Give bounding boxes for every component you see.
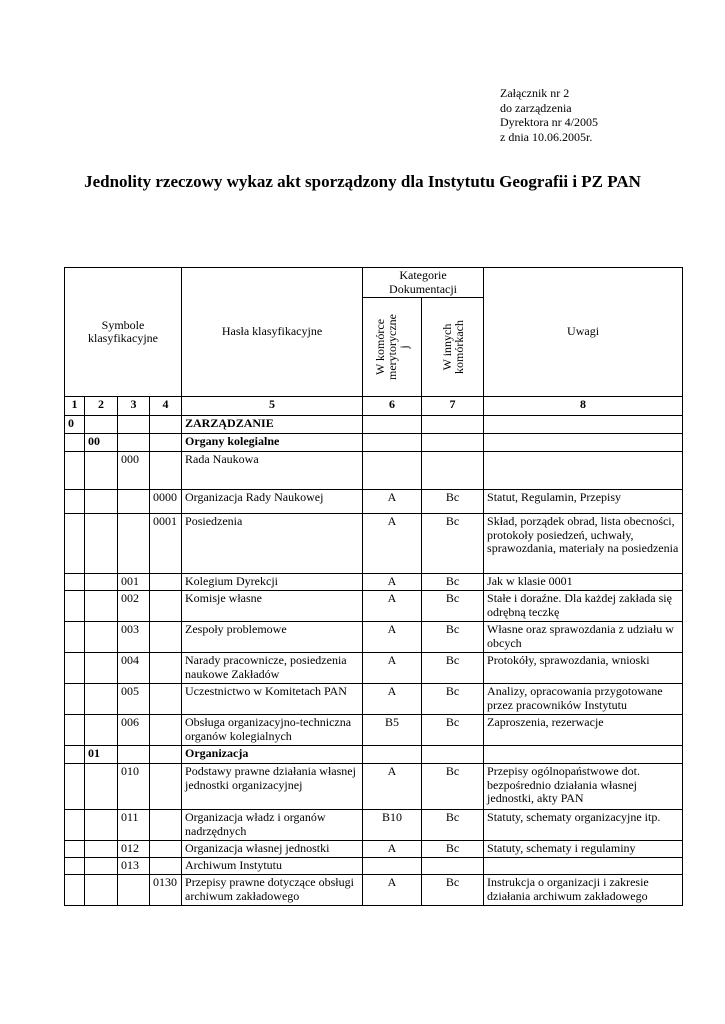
- symbol-level-2: [85, 858, 118, 875]
- symbol-level-2: [85, 452, 118, 490]
- symbol-level-2: [85, 622, 118, 653]
- haslo-cell: Narady pracownicze, posiedzenia naukowe Zakładów: [182, 653, 363, 684]
- kategoria-inne-cell: Bc: [422, 715, 484, 746]
- kategoria-komorka-cell: A: [363, 591, 422, 622]
- table-row: [65, 452, 683, 490]
- symbol-level-4: [150, 434, 182, 452]
- symbol-level-1: [65, 875, 85, 906]
- symbol-level-1: [65, 684, 85, 715]
- kategoria-komorka-cell: A: [363, 622, 422, 653]
- uwagi-cell: [484, 746, 683, 764]
- header-komorka-line: j: [397, 345, 412, 349]
- header-komorka-merytoryczna: [363, 298, 422, 397]
- kategoria-komorka-cell: A: [363, 875, 422, 906]
- symbol-level-1: [65, 574, 85, 591]
- table-row: [65, 653, 683, 684]
- haslo-cell: Obsługa organizacyjno-techniczna organów kolegialnych: [182, 715, 363, 746]
- kategoria-inne-cell: Bc: [422, 514, 484, 574]
- symbol-level-1: [65, 858, 85, 875]
- symbol-level-3: [118, 746, 150, 764]
- haslo-cell: Archiwum Instytutu: [182, 858, 363, 875]
- symbol-level-1: [65, 715, 85, 746]
- symbol-level-4: [150, 764, 182, 810]
- kategoria-komorka-cell: A: [363, 574, 422, 591]
- symbol-level-3: 000: [118, 452, 150, 490]
- symbol-level-4: [150, 810, 182, 841]
- kategoria-komorka-cell: B5: [363, 715, 422, 746]
- haslo-cell: Organy kolegialne: [182, 434, 363, 452]
- annex-line: Dyrektora nr 4/2005: [500, 115, 598, 129]
- uwagi-cell: Zaproszenia, rezerwacje: [484, 715, 683, 746]
- column-number: 8: [484, 397, 683, 416]
- haslo-cell: Organizacja własnej jednostki: [182, 841, 363, 858]
- annex-note: [500, 86, 598, 144]
- haslo-cell: Organizacja: [182, 746, 363, 764]
- symbol-level-3: [118, 416, 150, 434]
- kategoria-inne-cell: Bc: [422, 875, 484, 906]
- uwagi-cell: Przepisy ogólnopaństwowe dot. bezpośrednio działania własnej jednostki, akty PAN: [484, 764, 683, 810]
- kategoria-inne-cell: [422, 858, 484, 875]
- symbol-level-4: [150, 574, 182, 591]
- table-row: [65, 764, 683, 810]
- uwagi-cell: [484, 416, 683, 434]
- table-row: [65, 591, 683, 622]
- kategoria-inne-cell: Bc: [422, 841, 484, 858]
- table-row: [65, 875, 683, 906]
- header-symbols: Symbole klasyfikacyjne: [65, 268, 182, 397]
- symbol-level-3: 010: [118, 764, 150, 810]
- symbol-level-3: [118, 875, 150, 906]
- symbol-level-2: [85, 715, 118, 746]
- symbol-level-1: [65, 452, 85, 490]
- symbol-level-4: 0001: [150, 514, 182, 574]
- symbol-level-1: [65, 490, 85, 514]
- symbol-level-1: [65, 653, 85, 684]
- table-row: [65, 416, 683, 434]
- header-inne-line: W innych: [439, 323, 454, 371]
- symbol-level-4: [150, 858, 182, 875]
- symbol-level-2: 01: [85, 746, 118, 764]
- symbol-level-2: [85, 653, 118, 684]
- symbol-level-3: 012: [118, 841, 150, 858]
- symbol-level-4: [150, 746, 182, 764]
- uwagi-cell: Instrukcja o organizacji i zakresie działania archiwum zakładowego: [484, 875, 683, 906]
- symbol-level-4: 0130: [150, 875, 182, 906]
- symbol-level-2: [85, 490, 118, 514]
- column-number: 5: [182, 397, 363, 416]
- uwagi-cell: Protokóły, sprawozdania, wnioski: [484, 653, 683, 684]
- symbol-level-2: [85, 591, 118, 622]
- kategoria-komorka-cell: [363, 858, 422, 875]
- kategoria-inne-cell: Bc: [422, 764, 484, 810]
- kategoria-inne-cell: Bc: [422, 490, 484, 514]
- column-number: 1: [65, 397, 85, 416]
- table-row: [65, 514, 683, 574]
- symbol-level-3: 006: [118, 715, 150, 746]
- kategoria-komorka-cell: A: [363, 684, 422, 715]
- symbol-level-1: [65, 746, 85, 764]
- symbol-level-4: [150, 452, 182, 490]
- symbol-level-2: 00: [85, 434, 118, 452]
- uwagi-cell: Statuty, schematy organizacyjne itp.: [484, 810, 683, 841]
- kategoria-komorka-cell: A: [363, 653, 422, 684]
- symbol-level-4: [150, 416, 182, 434]
- symbol-level-2: [85, 764, 118, 810]
- table-row: [65, 434, 683, 452]
- annex-line: do zarządzenia: [500, 100, 572, 115]
- symbol-level-1: [65, 591, 85, 622]
- header-haslo: Hasła klasyfikacyjne: [182, 268, 363, 397]
- uwagi-cell: [484, 858, 683, 875]
- symbol-level-1: [65, 764, 85, 810]
- symbol-level-4: [150, 684, 182, 715]
- kategoria-komorka-cell: A: [363, 490, 422, 514]
- symbol-level-3: [118, 490, 150, 514]
- symbol-level-1: [65, 622, 85, 653]
- table-row: [65, 574, 683, 591]
- uwagi-cell: Statut, Regulamin, Przepisy: [484, 490, 683, 514]
- kategoria-komorka-cell: [363, 416, 422, 434]
- haslo-cell: Zespoły problemowe: [182, 622, 363, 653]
- symbol-level-4: [150, 841, 182, 858]
- haslo-cell: Organizacja Rady Naukowej: [182, 490, 363, 514]
- kategoria-komorka-cell: [363, 452, 422, 490]
- haslo-cell: Posiedzenia: [182, 514, 363, 574]
- kategoria-inne-cell: Bc: [422, 684, 484, 715]
- symbol-level-1: [65, 434, 85, 452]
- kategoria-komorka-cell: [363, 746, 422, 764]
- table-row: [65, 715, 683, 746]
- symbol-level-1: 0: [65, 416, 85, 434]
- uwagi-cell: Stałe i doraźne. Dla każdej zakłada się odrębną teczkę: [484, 591, 683, 622]
- symbol-level-3: 011: [118, 810, 150, 841]
- haslo-cell: Uczestnictwo w Komitetach PAN: [182, 684, 363, 715]
- symbol-level-4: [150, 622, 182, 653]
- table-row: [65, 490, 683, 514]
- symbol-level-2: [85, 841, 118, 858]
- kategoria-inne-cell: [422, 416, 484, 434]
- kategoria-inne-cell: Bc: [422, 810, 484, 841]
- kategoria-inne-cell: [422, 434, 484, 452]
- kategoria-komorka-cell: B10: [363, 810, 422, 841]
- column-number: 6: [363, 397, 422, 416]
- haslo-cell: Podstawy prawne działania własnej jednostki organizacyjnej: [182, 764, 363, 810]
- column-number: 4: [150, 397, 182, 416]
- kategoria-inne-cell: Bc: [422, 653, 484, 684]
- haslo-cell: Przepisy prawne dotyczące obsługi archiwum zakładowego: [182, 875, 363, 906]
- symbol-level-3: 003: [118, 622, 150, 653]
- symbol-level-3: 005: [118, 684, 150, 715]
- symbol-level-2: [85, 416, 118, 434]
- symbol-level-2: [85, 810, 118, 841]
- symbol-level-2: [85, 875, 118, 906]
- kategoria-inne-cell: Bc: [422, 591, 484, 622]
- uwagi-cell: Skład, porządek obrad, lista obecności, protokoły posiedzeń, uchwały, sprawozdania, materiały na posiedzenia: [484, 514, 683, 574]
- uwagi-cell: [484, 434, 683, 452]
- kategoria-komorka-cell: A: [363, 764, 422, 810]
- column-number: 7: [422, 397, 484, 416]
- kategoria-inne-cell: Bc: [422, 622, 484, 653]
- symbol-level-3: 002: [118, 591, 150, 622]
- annex-line: z dnia 10.06.2005r.: [500, 129, 593, 144]
- header-komorka-line: W komórce: [373, 318, 388, 376]
- uwagi-cell: [484, 452, 683, 490]
- haslo-cell: Komisje własne: [182, 591, 363, 622]
- header-komorka-line: merytoryczne: [385, 314, 400, 380]
- haslo-cell: Kolegium Dyrekcji: [182, 574, 363, 591]
- column-number: 2: [85, 397, 118, 416]
- symbol-level-4: 0000: [150, 490, 182, 514]
- table-row: [65, 684, 683, 715]
- symbol-level-4: [150, 653, 182, 684]
- uwagi-cell: Analizy, opracowania przygotowane przez pracowników Instytutu: [484, 684, 683, 715]
- symbol-level-2: [85, 684, 118, 715]
- table-row: [65, 622, 683, 653]
- symbol-level-2: [85, 514, 118, 574]
- header-inne-komorki: [422, 298, 484, 397]
- table-row: [65, 841, 683, 858]
- kategoria-komorka-cell: [363, 434, 422, 452]
- uwagi-cell: Własne oraz sprawozdania z udziału w obcych: [484, 622, 683, 653]
- kategoria-komorka-cell: A: [363, 841, 422, 858]
- uwagi-cell: Statuty, schematy i regulaminy: [484, 841, 683, 858]
- column-numbers-row: [65, 397, 683, 416]
- header-inne-line: komórkach: [451, 320, 466, 374]
- kategoria-inne-cell: [422, 452, 484, 490]
- table-row: [65, 810, 683, 841]
- symbol-level-1: [65, 810, 85, 841]
- symbol-level-3: 013: [118, 858, 150, 875]
- symbol-level-4: [150, 591, 182, 622]
- symbol-level-4: [150, 715, 182, 746]
- symbol-level-3: 001: [118, 574, 150, 591]
- table-row: [65, 746, 683, 764]
- kategoria-komorka-cell: A: [363, 514, 422, 574]
- kategoria-inne-cell: Bc: [422, 574, 484, 591]
- symbol-level-2: [85, 574, 118, 591]
- haslo-cell: ZARZĄDZANIE: [182, 416, 363, 434]
- symbol-level-1: [65, 514, 85, 574]
- column-number: 3: [118, 397, 150, 416]
- symbol-level-3: [118, 514, 150, 574]
- symbol-level-1: [65, 841, 85, 858]
- symbol-level-3: [118, 434, 150, 452]
- uwagi-cell: Jak w klasie 0001: [484, 574, 683, 591]
- classification-table: [64, 267, 683, 906]
- document-title: Jednolity rzeczowy wykaz akt sporządzony dla Instytutu Geografii i PZ PAN: [84, 172, 641, 191]
- header-kategorie: Kategorie Dokumentacji: [363, 268, 484, 298]
- haslo-cell: Organizacja władz i organów nadrzędnych: [182, 810, 363, 841]
- table-row: [65, 858, 683, 875]
- header-uwagi: Uwagi: [484, 268, 683, 397]
- kategoria-inne-cell: [422, 746, 484, 764]
- annex-line: Załącznik nr 2: [500, 86, 570, 100]
- symbol-level-3: 004: [118, 653, 150, 684]
- haslo-cell: Rada Naukowa: [182, 452, 363, 490]
